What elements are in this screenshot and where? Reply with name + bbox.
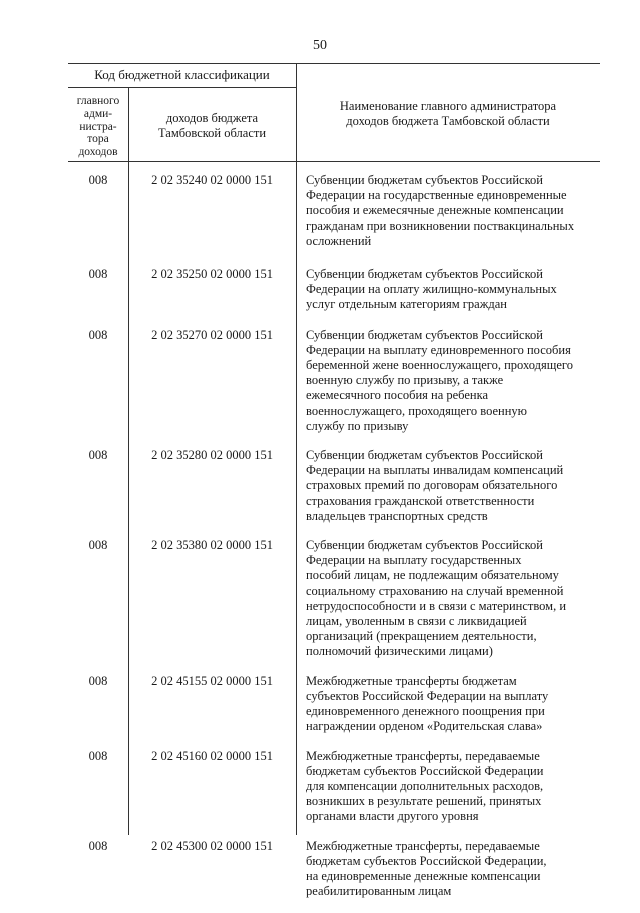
name-cell — [296, 328, 600, 434]
name-line: осложнений — [306, 233, 372, 248]
header-admin-line: тора — [87, 133, 109, 146]
name-line: для компенсации дополнительных расходов, — [306, 778, 544, 793]
name-line: бюджетам субъектов Российской Федерации, — [306, 853, 547, 868]
name-line: Субвенции бюджетам субъектов Российской — [306, 538, 543, 553]
header-income-line: Тамбовской области — [157, 126, 267, 140]
name-line: страховых премий по договорам обязательного — [306, 478, 558, 493]
admin-code-cell: 008 — [88, 673, 108, 688]
name-line: реабилитированным лицам — [306, 884, 452, 899]
name-line: возникших в результате решений, принятых — [306, 794, 542, 809]
name-line: Межбюджетные трансферты, передаваемые — [306, 748, 540, 763]
name-cell — [296, 267, 600, 313]
admin-code-cell: 008 — [88, 838, 108, 853]
name-line: услуг отдельным категориям граждан — [306, 297, 507, 312]
header-admin-line: главного — [76, 95, 120, 107]
name-line: пособия и ежемесячные денежные компенсации — [306, 203, 564, 218]
table-row — [68, 267, 600, 313]
name-line: нетрудоспособности и в связи с материнством, и — [306, 598, 567, 613]
name-cell — [296, 674, 600, 735]
table-row — [68, 328, 600, 434]
name-line: военную службу по призыву, а также — [306, 373, 504, 388]
name-cell — [296, 538, 600, 660]
name-line: владельцев транспортных средств — [306, 508, 488, 523]
table-row — [68, 839, 600, 900]
name-line: полномочий физическими лицами) — [306, 644, 493, 659]
table-row — [68, 749, 600, 825]
name-line: пособий лицам, не подлежащим обязательному — [306, 568, 559, 583]
name-line: Федерации на государственные единовременные — [306, 188, 567, 203]
table-row — [68, 448, 600, 524]
name-line: Федерации на выплату единовременного пособия — [306, 342, 571, 357]
admin-code-cell: 008 — [88, 538, 108, 553]
name-line: Субвенции бюджетам субъектов Российской — [306, 327, 543, 342]
name-line: службу по призыву — [306, 418, 409, 433]
income-code-cell: 2 02 45160 02 0000 151 — [151, 748, 273, 763]
name-cell — [296, 749, 600, 825]
page-number: 50 — [313, 38, 327, 53]
header-name-line: Наименование главного администратора — [339, 99, 557, 113]
header-admin-line: адми- — [83, 107, 113, 120]
admin-code-cell: 008 — [88, 173, 108, 187]
name-line: организаций (прекращением деятельности, — [306, 629, 537, 644]
table-row — [68, 173, 600, 249]
header-group-title: Код бюджетной классификации — [94, 67, 270, 82]
name-cell — [296, 448, 600, 524]
name-line: Межбюджетные трансферты бюджетам — [306, 673, 517, 688]
header-income-column — [128, 111, 296, 141]
name-line: Межбюджетные трансферты, передаваемые — [306, 838, 540, 853]
group-header-divider — [68, 87, 296, 88]
name-line: на единовременные денежные компенсации — [306, 868, 541, 883]
name-line: бюджетам субъектов Российской Федерации — [306, 763, 544, 778]
name-line: лицам, уволенным в связи с ликвидацией — [306, 614, 527, 629]
name-line: страхования гражданской ответственности — [306, 493, 535, 508]
income-code-cell: 2 02 35280 02 0000 151 — [151, 448, 273, 463]
name-line: Федерации на выплату государственных — [306, 553, 522, 568]
name-cell — [296, 839, 600, 900]
income-code-cell: 2 02 35270 02 0000 151 — [151, 327, 273, 342]
admin-code-cell: 008 — [88, 327, 108, 342]
admin-code-cell: 008 — [88, 748, 108, 763]
admin-code-cell: 008 — [88, 448, 108, 463]
name-cell — [296, 173, 600, 249]
table-body — [68, 173, 600, 913]
header-name-column — [296, 99, 600, 129]
income-code-cell: 2 02 35380 02 0000 151 — [151, 538, 273, 553]
header-admin-column — [68, 95, 128, 159]
name-line: Федерации на выплаты инвалидам компенсаций — [306, 463, 564, 478]
header-bottom-border — [68, 161, 600, 162]
income-code-cell: 2 02 45155 02 0000 151 — [151, 673, 273, 688]
name-line: Субвенции бюджетам субъектов Российской — [306, 173, 543, 187]
name-line: единовременного денежного поощрения при — [306, 704, 545, 719]
name-line: субъектов Российской Федерации на выплату — [306, 688, 549, 703]
header-income-line: доходов бюджета — [165, 111, 259, 125]
income-code-cell: 2 02 45300 02 0000 151 — [151, 838, 273, 853]
name-line: гражданам при возникновении поствакцинальных — [306, 218, 575, 233]
table-row — [68, 674, 600, 735]
name-line: социальному страхованию на случай временной — [306, 583, 564, 598]
name-line: награждении орденом «Родительская слава» — [306, 719, 543, 734]
name-line: Субвенции бюджетам субъектов Российской — [306, 267, 543, 282]
income-code-cell: 2 02 35240 02 0000 151 — [151, 173, 273, 187]
income-code-cell: 2 02 35250 02 0000 151 — [151, 267, 273, 282]
header-admin-line: доходов — [78, 146, 118, 159]
name-line: органами власти другого уровня — [306, 809, 479, 824]
table-row — [68, 538, 600, 660]
header-admin-line: нистра- — [79, 120, 117, 133]
name-line: военнослужащего, проходящего военную — [306, 403, 528, 418]
name-line: Субвенции бюджетам субъектов Российской — [306, 448, 543, 463]
header-name-line: доходов бюджета Тамбовской области — [346, 114, 550, 128]
name-line: беременной жене военнослужащего, проходящего — [306, 358, 573, 373]
table-top-border — [68, 63, 600, 64]
name-line: ежемесячного пособия на ребенка — [306, 388, 489, 403]
name-line: Федерации на оплату жилищно-коммунальных — [306, 282, 557, 297]
budget-classification-table — [68, 63, 600, 899]
admin-code-cell: 008 — [88, 267, 108, 282]
